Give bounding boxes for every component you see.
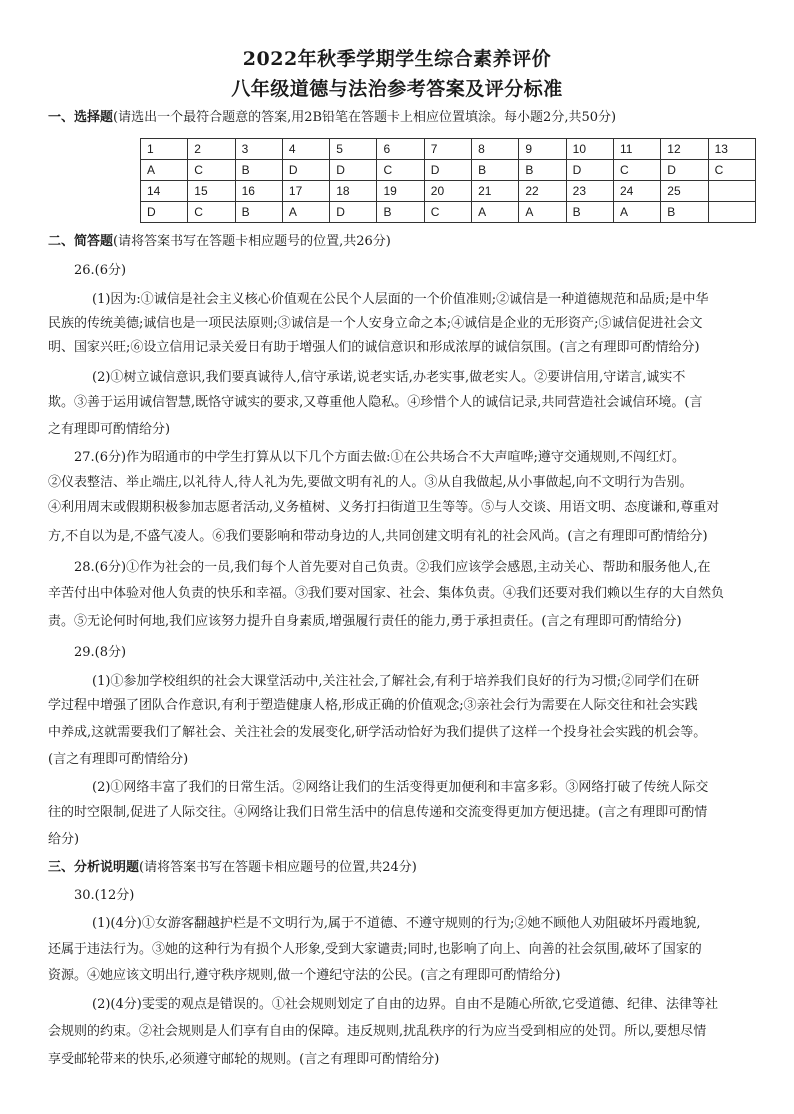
answer-table-cell: D [424,160,471,181]
answer-table-row [141,202,756,223]
answer-table [140,138,756,223]
answer-table-cell: C [377,160,424,181]
answer-table-cell: B [235,160,282,181]
answer-table-cell: A [282,202,329,223]
answer-line: (1)①参加学校组织的社会大课堂活动中,关注社会,了解社会,有利于培养我们良好的行为习惯;②同学们在研 [92,674,700,689]
answer-table-cell: B [661,202,708,223]
answer-line: 欺。③善于运用诚信智慧,既恪守诚实的要求,又尊重他人隐私。④珍惜个人的诚信记录,共同营造社会诚信环境。(言 [48,395,703,410]
answer-table-cell: D [282,160,329,181]
section-note: (请将答案书写在答题卡相应题号的位置,共24分) [139,860,417,875]
section-heading-choice [48,108,758,128]
answer-table-cell: 4 [282,139,329,160]
answer-table-cell: A [141,160,188,181]
answer-line: 明、国家兴旺;⑥设立信用记录关爱日有助于增强人们的诚信意识和形成浓厚的诚信氛围。(言之有理即可酌情给分) [48,340,700,355]
answer-line: 民族的传统美德;诚信也是一项民法原则;③诚信是一个人安身立命之本;④诚信是企业的无形资产;⑤诚信促进社会文 [48,316,703,331]
answer-table-cell: D [141,202,188,223]
answer-line: (言之有理即可酌情给分) [48,752,189,767]
answer-line: 之有理即可酌情给分) [48,422,171,437]
section-heading-text: 一、选择题 [48,110,114,125]
answer-table-row [141,181,756,202]
answer-table-cell: C [188,202,235,223]
answer-line: (2)①网络丰富了我们的日常生活。②网络让我们的生活变得更加便利和丰富多彩。③网络打破了传统人际交 [92,780,709,795]
answer-line: 往的时空限制,促进了人际交往。④网络让我们日常生活中的信息传递和交流变得更加方便迅捷。(言之有理即可酌情 [48,805,708,820]
answer-line: ②仪表整洁、举止端庄,以礼待人,待人礼为先,要做文明有礼的人。③从自我做起,从小事做起,向不文明行为告别。 [48,475,693,490]
answer-table-cell: D [330,202,377,223]
answer-table-cell: 11 [613,139,660,160]
answer-table-cell: 24 [613,181,660,202]
document-title-line1: 2022年秋季学期学生综合素养评价 [242,48,552,70]
answer-table-cell: 10 [566,139,613,160]
answer-table-cell: D [330,160,377,181]
question-26-header: 26.(6分) [74,263,127,278]
answer-line: 责。⑤无论何时何地,我们应该努力提升自身素质,增强履行责任的能力,勇于承担责任。(言之有理即可酌情给分) [48,614,682,629]
section-heading-text: 三、分析说明题 [48,860,140,875]
section-heading-analysis [48,858,758,878]
answer-table-cell: 15 [188,181,235,202]
answer-table-cell: 20 [424,181,471,202]
question-29-header: 29.(8分) [74,645,127,660]
section-note: (请将答案书写在答题卡相应题号的位置,共26分) [113,234,391,249]
answer-table-cell: C [613,160,660,181]
answer-line: ④利用周末或假期积极参加志愿者活动,义务植树、义务打扫街道卫生等等。⑤与人交谈、用语文明、态度谦和,尊重对 [48,500,720,515]
answer-line: (2)①树立诚信意识,我们要真诚待人,信守承诺,说老实话,办老实事,做老实人。②要讲信用,守诺言,诚实不 [92,370,686,385]
answer-table-cell: 25 [661,181,708,202]
answer-line: 享受邮轮带来的快乐,必须遵守邮轮的规则。(言之有理即可酌情给分) [48,1052,440,1067]
answer-table-cell: 6 [377,139,424,160]
section-heading-text: 二、简答题 [48,234,114,249]
answer-table-cell: 9 [519,139,566,160]
answer-line: (1)因为:①诚信是社会主义核心价值观在公民个人层面的一个价值准则;②诚信是一种道德规范和品质;是中华 [92,292,709,307]
answer-table-cell [708,181,755,202]
answer-table-cell: B [235,202,282,223]
answer-table-cell: 19 [377,181,424,202]
answer-table-cell: C [424,202,471,223]
answer-line: 辛苦付出中体验对他人负责的快乐和幸福。③我们要对国家、社会、集体负责。④我们还要对我们赖以生存的大自然负 [48,586,725,601]
answer-table-cell: 7 [424,139,471,160]
answer-table-cell: 17 [282,181,329,202]
answer-table-cell: B [566,202,613,223]
answer-table-cell: B [377,202,424,223]
answer-line: (1)(4分)①女游客翻越护栏是不文明行为,属于不道德、不遵守规则的行为;②她不顾他人劝阻破坏丹霞地貌, [92,916,701,931]
answer-table-cell: C [188,160,235,181]
answer-line: 给分) [48,832,80,847]
question-30-header: 30.(12分) [74,888,135,903]
answer-line: 学过程中增强了团队合作意识,有利于塑造健康人格,形成正确的价值观念;③亲社会行为需要在人际交往和社会实践 [48,698,698,713]
answer-table-cell: 1 [141,139,188,160]
answer-table-row [141,139,756,160]
document-title-line2: 八年级道德与法治参考答案及评分标准 [231,78,563,100]
answer-table-cell [708,202,755,223]
answer-table-cell: A [519,202,566,223]
answer-table-row [141,160,756,181]
answer-table-cell: A [472,202,519,223]
answer-table-cell: 23 [566,181,613,202]
answer-table-cell: C [708,160,755,181]
answer-table-cell: D [566,160,613,181]
answer-table-cell: 18 [330,181,377,202]
answer-line: (2)(4分)雯雯的观点是错误的。①社会规则划定了自由的边界。自由不是随心所欲,它受道德、纪律、法律等社 [92,997,718,1012]
answer-line: 还属于违法行为。③她的这种行为有损个人形象,受到大家谴责;同时,也影响了向上、向善的社会氛围,破坏了国家的 [48,942,702,957]
answer-table-cell: 5 [330,139,377,160]
section-note: (请选出一个最符合题意的答案,用2B铅笔在答题卡上相应位置填涂。每小题2分,共50分) [113,110,617,125]
answer-table-cell: 14 [141,181,188,202]
answer-table-cell: 12 [661,139,708,160]
answer-table-cell: 21 [472,181,519,202]
answer-table-cell: 16 [235,181,282,202]
answer-table-cell: 2 [188,139,235,160]
answer-table-cell: 22 [519,181,566,202]
answer-table-cell: B [519,160,566,181]
answer-line: 会规则的约束。②社会规则是人们享有自由的保障。违反规则,扰乱秩序的行为应当受到相应的处罚。所以,要想尽情 [48,1024,707,1039]
answer-line: 中养成,这就需要我们了解社会、关注社会的发展变化,研学活动恰好为我们提供了这样一个投身社会实践的机会等。 [48,725,707,740]
answer-table-cell: 8 [472,139,519,160]
answer-line: 方,不自以为是,不盛气凌人。⑥我们要影响和带动身边的人,共同创建文明有礼的社会风尚。(言之有理即可酌情给分) [48,529,708,544]
answer-table-cell: B [472,160,519,181]
answer-table-cell: A [613,202,660,223]
section-heading-short-answer [48,232,758,252]
question-27-line: 27.(6分)作为昭通市的中学生打算从以下几个方面去做:①在公共场合不大声喧哗;遵守交通规则,不闯红灯。 [74,450,685,465]
answer-table-cell: D [661,160,708,181]
question-28-line: 28.(6分)①作为社会的一员,我们每个人首先要对自己负责。②我们应该学会感恩,主动关心、帮助和服务他人,在 [74,560,711,575]
answer-table-cell: 13 [708,139,755,160]
answer-table-cell: 3 [235,139,282,160]
answer-line: 资源。④她应该文明出行,遵守秩序规则,做一个遵纪守法的公民。(言之有理即可酌情给分) [48,968,561,983]
